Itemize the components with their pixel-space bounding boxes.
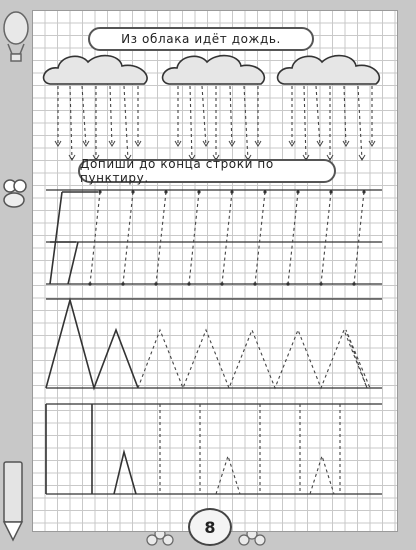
row1-dot	[230, 190, 233, 193]
page-number	[188, 508, 232, 546]
rain-drop-arrow	[327, 155, 333, 160]
rain-drop-arrow	[303, 155, 309, 160]
row1-dot	[253, 282, 256, 285]
row1-dot	[296, 190, 299, 193]
row3-dashed-peak	[216, 456, 334, 494]
row1-dot	[131, 190, 134, 193]
rain-drop-arrow	[245, 155, 251, 160]
row2-dashed-zigzag	[138, 330, 370, 388]
rain-drop-line	[70, 86, 72, 160]
row1-dashed-stroke	[156, 192, 166, 284]
row1-dashed-stroke	[255, 192, 265, 284]
rain-drop-arrow	[125, 155, 131, 160]
row1-dashed-stroke	[222, 192, 232, 284]
rain-drop-line	[110, 86, 112, 146]
rain-drop-arrow	[189, 155, 195, 160]
rain-drop-line	[82, 86, 86, 146]
cloud-3	[278, 56, 380, 84]
row1-dot	[98, 190, 101, 193]
row1-dot	[329, 190, 332, 193]
row1-dot	[286, 282, 289, 285]
row1-dot	[121, 282, 124, 285]
row1-dashed-stroke	[321, 192, 331, 284]
row1-dot	[187, 282, 190, 285]
page-number-text: 8	[204, 517, 216, 537]
rain-drop-line	[202, 86, 206, 146]
row2-sample-zigzag	[46, 300, 138, 388]
row1-dot	[154, 282, 157, 285]
rain-drop-line	[190, 86, 192, 160]
row3-sample-shape	[46, 404, 136, 494]
row1-dot	[88, 282, 91, 285]
row1-dot	[197, 190, 200, 193]
cloud-2	[163, 56, 265, 84]
row1-dashed-stroke	[90, 192, 100, 284]
rain-drop-arrow	[213, 155, 219, 160]
trace-instruction-text: Допиши до конца строки по пунктиру.	[80, 157, 274, 185]
rain-drop-arrow	[359, 155, 365, 160]
row1-dashed-stroke	[288, 192, 298, 284]
row1-dot	[319, 282, 322, 285]
rain-instruction-text: Из облака идёт дождь.	[121, 32, 281, 46]
row1-dashed-stroke	[354, 192, 364, 284]
rain-drop-line	[344, 86, 346, 146]
rain-drop-line	[304, 86, 306, 160]
rain-drop-line	[124, 86, 128, 160]
rain-drop-line	[358, 86, 362, 160]
rain-drop-arrow	[93, 155, 99, 160]
rain-drop-line	[244, 86, 248, 160]
rain-drop-arrow	[69, 155, 75, 160]
row1-sample-stroke	[50, 192, 98, 284]
row1-dashed-stroke	[123, 192, 133, 284]
row1-dot	[164, 190, 167, 193]
row1-dot	[263, 190, 266, 193]
rain-drop-line	[316, 86, 320, 146]
row1-dashed-stroke	[189, 192, 199, 284]
row1-dot	[220, 282, 223, 285]
row1-dot	[362, 190, 365, 193]
cloud-1	[44, 56, 148, 84]
row1-dot	[352, 282, 355, 285]
rain-drop-line	[230, 86, 232, 146]
